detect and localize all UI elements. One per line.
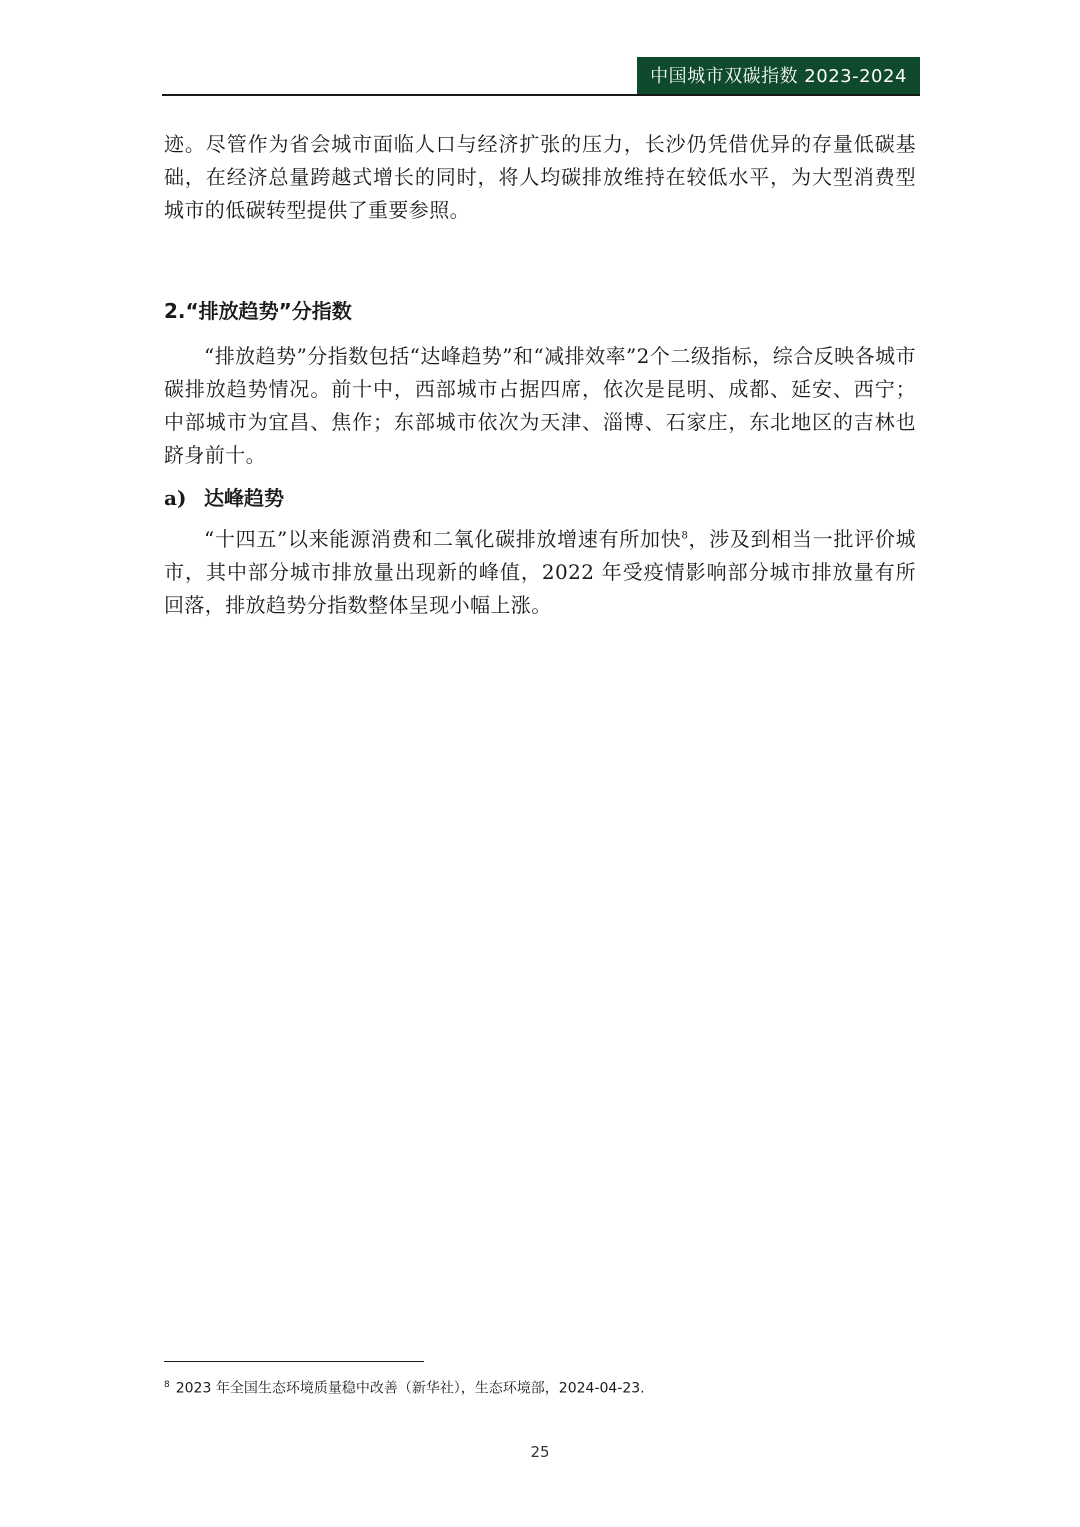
footnote-number: 8 [164, 1380, 170, 1390]
section-heading-emission-trend: 2.“排放趋势”分指数 [164, 299, 352, 323]
body-paragraph-3 [164, 523, 916, 622]
header-rule [162, 94, 920, 96]
paragraph-3-text-before: “十四五”以来能源消费和二氧化碳排放增速有所加快 [204, 527, 682, 551]
footnote-reference[interactable]: 8 [681, 530, 689, 542]
running-header-title: 中国城市双碳指数 2023-2024 [637, 57, 920, 96]
footnote-text: 2023 年全国生态环境质量稳中改善（新华社），生态环境部，2024-04-23. [175, 1380, 645, 1397]
body-paragraph-2: “排放趋势”分指数包括“达峰趋势”和“减排效率”2个二级指标，综合反映各城市碳排放趋势情况。前十中，西部城市占据四席，依次是昆明、成都、延安、西宁；中部城市为宜昌、焦作；东部城市依次为天津、淄博、石家庄，东北地区的吉林也跻身前十。 [164, 344, 916, 467]
paragraph-3-text-after: ，涉及到相当一批评价城市，其中部分城市排放量出现新的峰值，2022 年受疫情影响部分城市排放量有所回落，排放趋势分指数整体呈现小幅上涨。 [164, 527, 916, 617]
subsection-marker: a) [164, 486, 187, 510]
footnote-rule [164, 1361, 424, 1362]
subsection-heading-peak-trend [164, 482, 916, 515]
subsection-title: 达峰趋势 [204, 486, 284, 510]
footnote [164, 1375, 645, 1399]
page-number: 25 [530, 1443, 550, 1461]
page-body [164, 128, 916, 622]
body-paragraph-1: 迹。尽管作为省会城市面临人口与经济扩张的压力，长沙仍凭借优异的存量低碳基础，在经济总量跨越式增长的同时，将人均碳排放维持在较低水平，为大型消费型城市的低碳转型提供了重要参照。 [164, 132, 916, 222]
